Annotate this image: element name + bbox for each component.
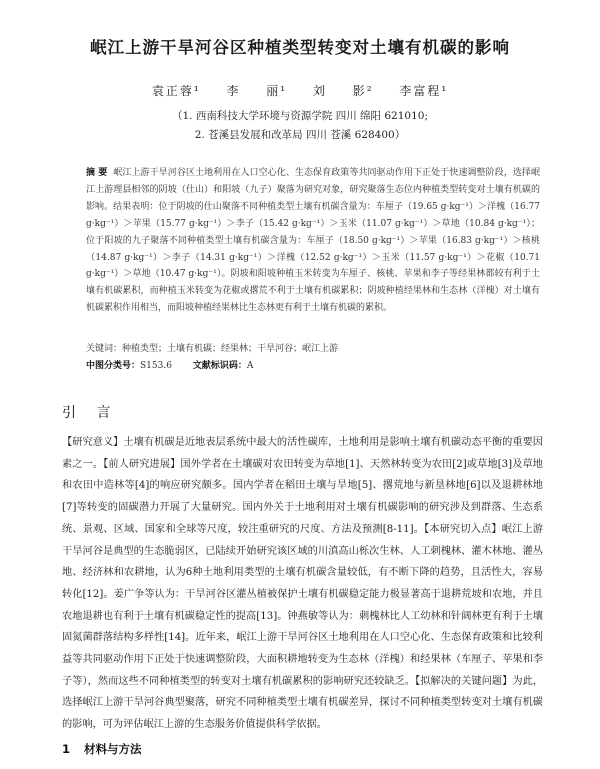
author-list: 袁正蓉¹ 李 丽¹ 刘 影² 李富程¹ (151, 84, 449, 98)
section-1-number: 1 (62, 742, 71, 756)
clc-value: S153.6 (140, 361, 172, 371)
classification-line (86, 358, 540, 371)
keywords (86, 341, 540, 354)
paper-title: 岷江上游干旱河谷区种植类型转变对土壤有机碳的影响 (90, 38, 510, 57)
affiliation-2: 2. 苍溪县发展和改革局 四川 苍溪 628400） (194, 129, 406, 141)
doc-code-label: 文献标识码： (192, 361, 247, 371)
abstract (86, 165, 540, 317)
keywords-text: 关键词：种植类型；土壤有机碳；经果林；干旱河谷；岷江上游 (86, 344, 339, 354)
intro-body: 【研究意义】土壤有机碳是近地表层系统中最大的活性碳库，土地利用是影响土壤有机碳动态平衡的重要因素之一。【前人研究进展】国外学者在土壤碳对农田转变为草地[1]、天然林转变为农田[2]或草地[3]及草地和农田中造林等[4]的响应研究颇多。国内学者在稻田土壤与旱地[5]、撂荒地与新垦林地[6]以及退耕林地[7]等转变的固碳潜力开展了大量研究。国内外关于土地利用对土壤有机碳影响的研究涉及到群落、生态系统、景观、区域、国家和全球等尺度，较注重研究的尺度、方法及预测[8-11]。【本研究切入点】岷江上游干旱河谷是典型的生态脆弱区，已陆续开始研究该区域的川滇高山栎次生林、人工刺槐林、灌木林地、灌丛地、经济林和农耕地，认为6种土地利用类型的土壤有机碳含量较低，有不断下降的趋势，且活性大，容易转化[12]。姜广争等认为：干旱河谷区灌丛植被保护土壤有机碳稳定能力极显著高于退耕荒坡和农地，并且农地退耕也有利于土壤有机碳稳定性的提高[13]。钟燕敏等认为：刺槐林比人工幼林和针阔林更有利于土壤固氮菌群落结构多样性[14]。近年来，岷江上游干旱河谷区土地利用在人口空心化、生态保育政策和比较利益等共同驱动作用下正处于快速调整阶段，大面积耕地转变为生态林（洋槐）和经果林（车厘子、苹果和李子等），然而这些不同种植类型的转变对土壤有机碳累积的影响研究还较缺乏。【拟解决的关键问题】为此，选择岷江上游干旱河谷典型聚落，研究不同种植类型土壤有机碳差异，探讨不同种植类型转变对土壤有机碳的影响，可为评估岷江上游的生态服务价值提供科学依据。 (62, 437, 543, 731)
abstract-label: 摘 要 (86, 168, 108, 178)
abstract-text: 岷江上游干旱河谷区土地利用在人口空心化、生态保育政策等共同驱动作用下正处于快速调整阶段，选择岷江上游理县相邻的阴坡（仕山）和阳坡（九子）聚落为研究对象，研究聚落生态位内种植类型转变对土壤有机碳的影响。结果表明：位于阴坡的仕山聚落不同种植类型土壤有机碳含量为：车厘子（19.65 g·kg⁻¹）＞洋槐（16.77 g·kg⁻¹）＞苹果（15.77 g·kg⁻¹）＞李子（15.42 g·kg⁻¹）＞玉米（11.07 g·kg⁻¹）＞草地（10.84 g·kg⁻¹）；位于阳坡的九子聚落不同种植类型土壤有机碳含量为：车厘子（18.50 g·kg⁻¹）＞苹果（16.83 g·kg⁻¹）＞核桃（14.87 g·kg⁻¹）＞李子（14.31 g·kg⁻¹）＞洋槐（12.52 g·kg⁻¹）＞玉米（11.57 g·kg⁻¹）＞花椒（10.71 g·kg⁻¹）＞草地（10.47 g·kg⁻¹）。阴坡和阳坡种植玉米转变为车厘子、核桃、苹果和李子等经果林都较有利于土壤有机碳累积，而种植玉米转变为花椒或撂荒不利于土壤有机碳累积；阴坡种植经果林和生态林（洋槐）对土壤有机碳累积作用相当，而阳坡种植经果林比生态林更有利于土壤有机碳的累积。 (86, 168, 540, 314)
doc-code-value: A (246, 361, 254, 371)
clc-label: 中图分类号： (86, 361, 141, 371)
affiliation-1: （1. 西南科技大学环境与资源学院 四川 绵阳 621010; (172, 110, 428, 122)
intro-heading: 引 言 (62, 405, 119, 421)
section-1-heading (62, 741, 142, 757)
section-1-title: 材料与方法 (84, 742, 142, 756)
